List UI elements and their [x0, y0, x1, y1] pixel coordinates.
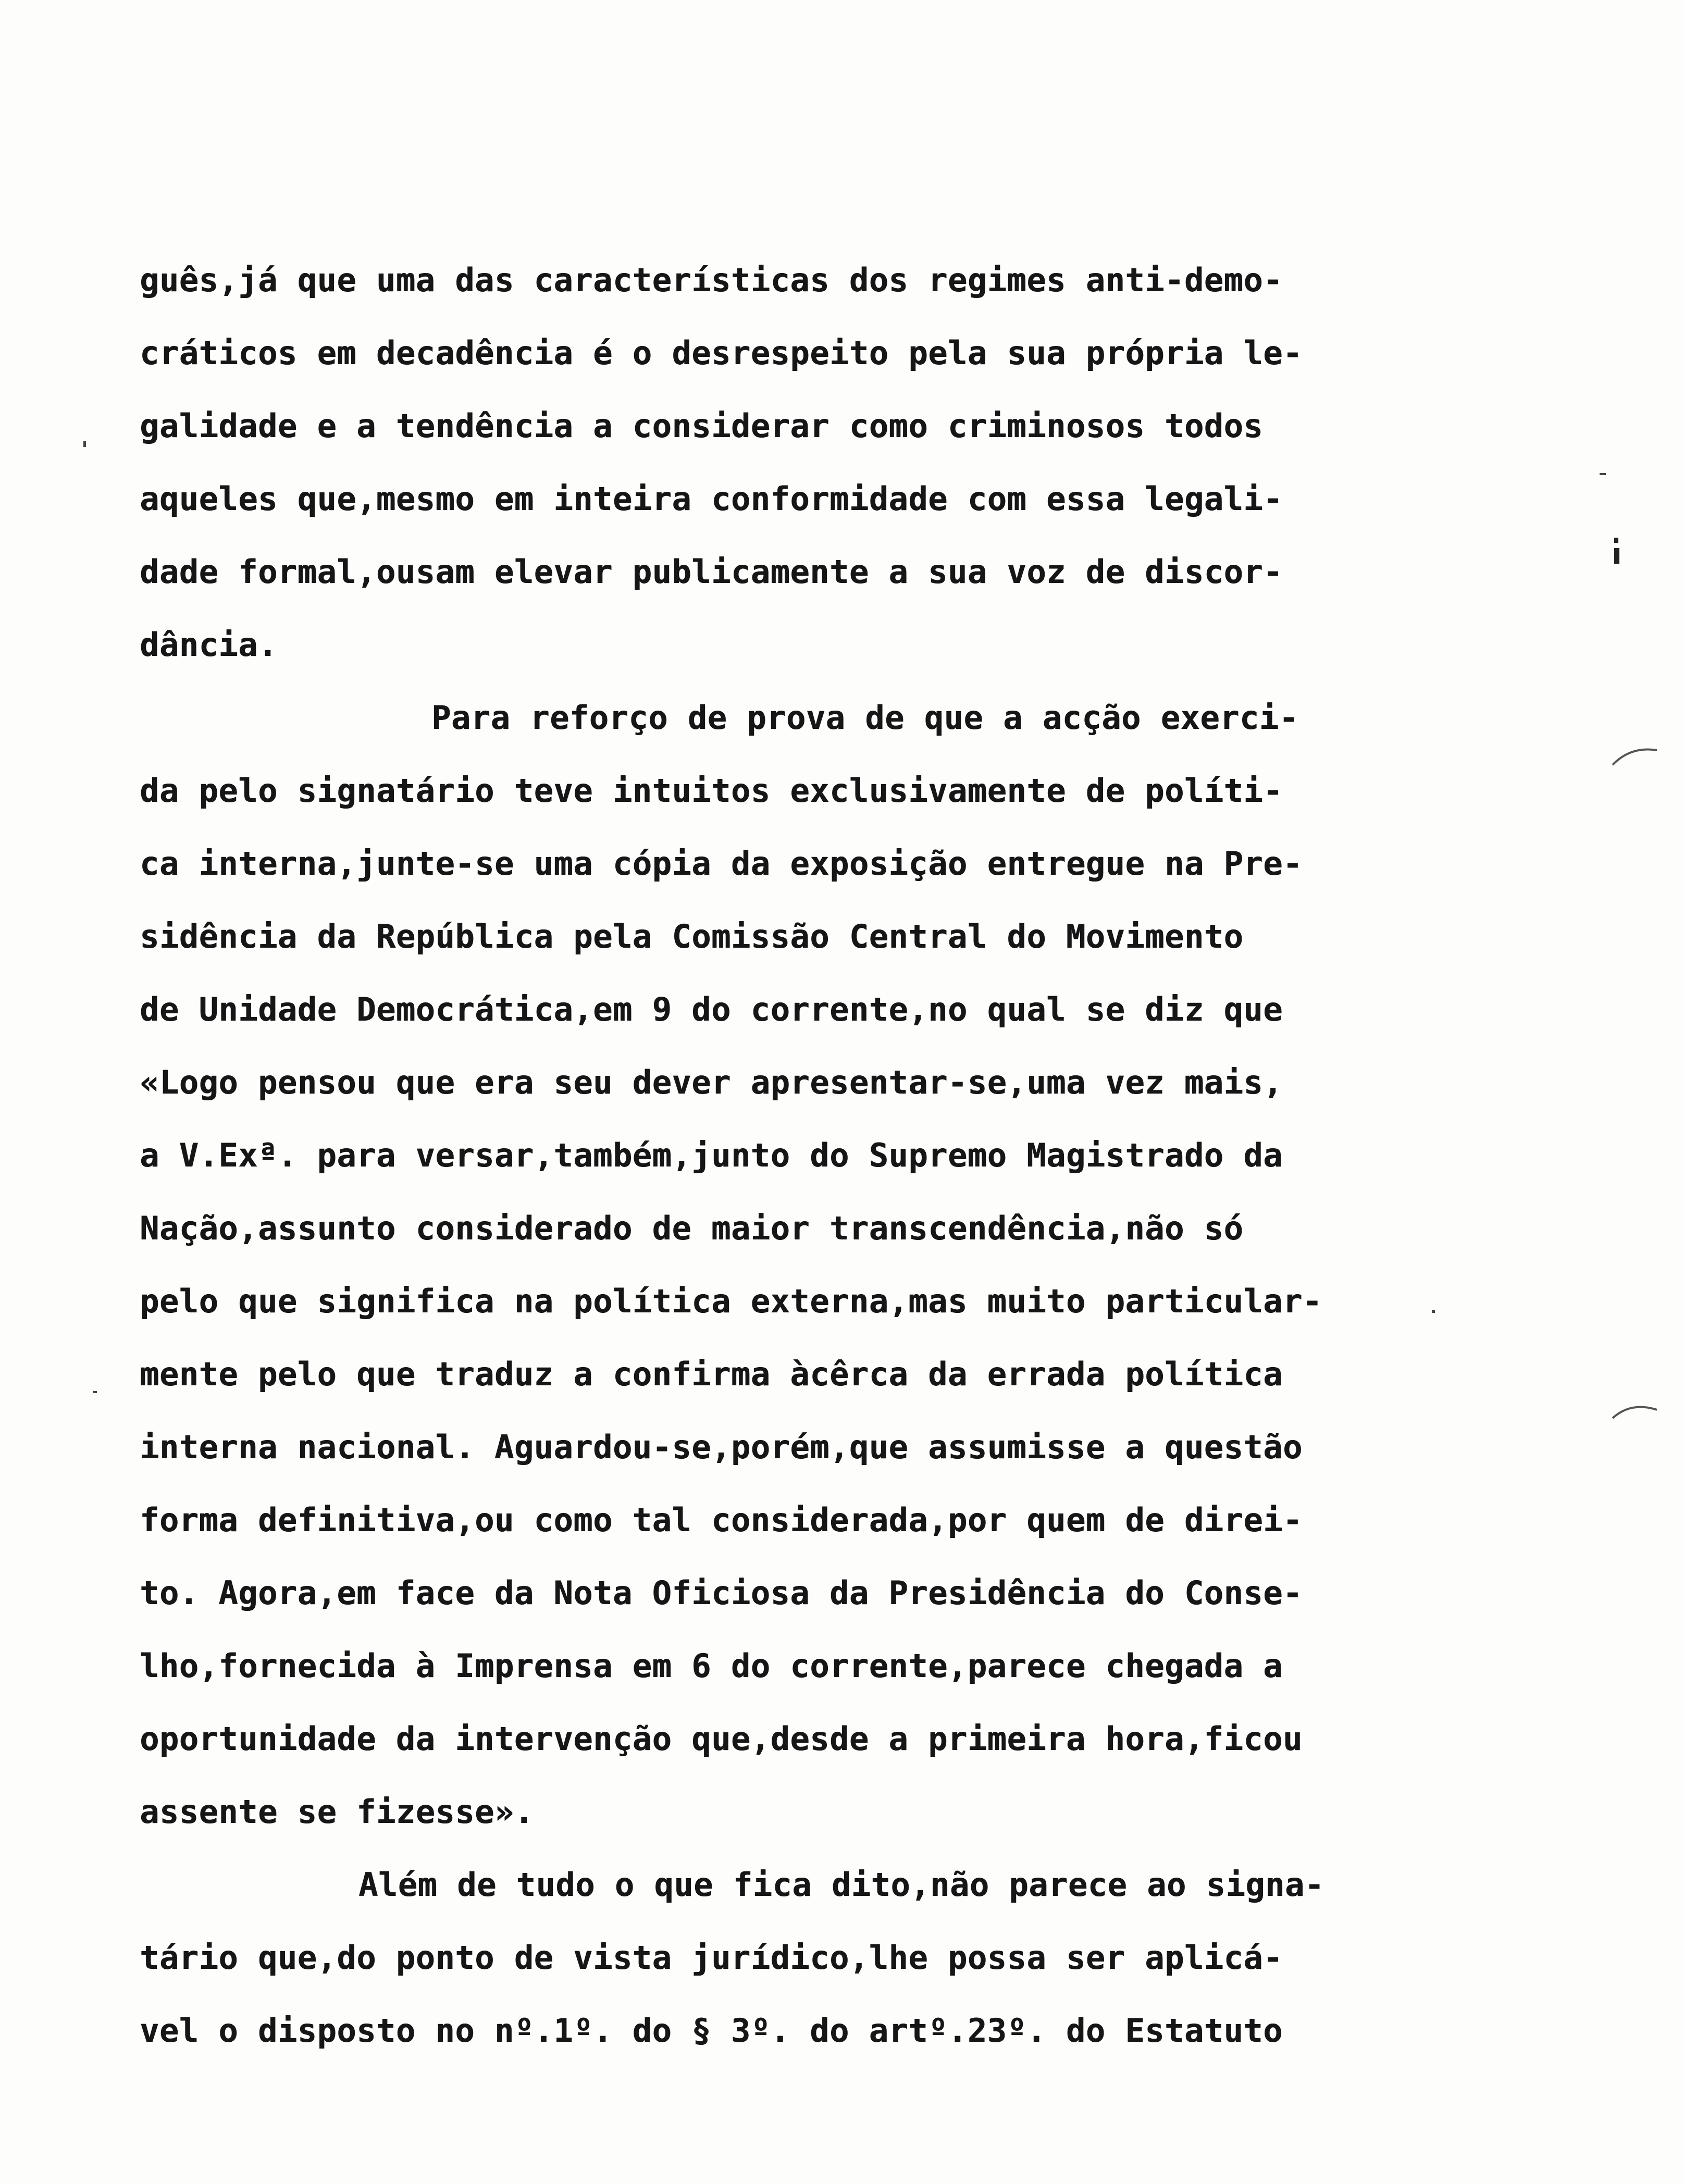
text-line: dade formal,ousam elevar publicamente a sua voz de discor- — [140, 553, 1283, 591]
text-line: a V.Exª. para versar,também,junto do Supremo Magistrado da — [140, 1136, 1283, 1174]
text-line: cráticos em decadência é o desrespeito pela sua própria le- — [140, 334, 1303, 372]
text-line: da pelo signatário teve intuitos exclusivamente de políti- — [140, 772, 1283, 810]
text-line: tário que,do ponto de vista jurídico,lhe possa ser aplicá- — [140, 1939, 1283, 1977]
text-line: galidade e a tendência a considerar como criminosos todos — [140, 407, 1264, 445]
text-line: ca interna,junte-se uma cópia da exposição entregue na Pre- — [140, 845, 1303, 883]
text-line: forma definitiva,ou como tal considerada,por quem de direi- — [140, 1501, 1303, 1539]
text-line: de Unidade Democrática,em 9 do corrente,no qual se diz que — [140, 990, 1283, 1028]
text-line: dância. — [140, 626, 278, 664]
speck-mark — [83, 441, 1606, 1393]
text-line: interna nacional. Aguardou-se,porém,que assumisse a questão — [140, 1428, 1303, 1466]
text-line: oportunidade da intervenção que,desde a primeira hora,ficou — [140, 1720, 1303, 1758]
text-line: «Logo pensou que era seu dever apresentar-se,uma vez mais, — [140, 1063, 1283, 1101]
text-line: Nação,assunto considerado de maior transcendência,não só — [140, 1209, 1244, 1247]
text-line: guês,já que uma das características dos regimes anti-demo- — [140, 261, 1283, 299]
text-line: lho,fornecida à Imprensa em 6 do corrente,parece chegada a — [140, 1647, 1283, 1685]
text-line: assente se fizesse». — [140, 1793, 534, 1831]
text-line: sidência da República pela Comissão Central do Movimento — [140, 917, 1244, 955]
paragraph-start-line: Além de tudo o que fica dito,não parece ao signa- — [358, 1866, 1324, 1904]
margin-dot-mark — [1614, 538, 1619, 564]
text-line: vel o disposto no nº.1º. do § 3º. do artº.23º. do Estatuto — [140, 2012, 1283, 2050]
text-line: pelo que significa na política externa,mas muito particular- — [140, 1282, 1322, 1320]
binding-hole-mark-lower — [1613, 1407, 1657, 1418]
text-line: aqueles que,mesmo em inteira conformidade com essa legali- — [140, 480, 1283, 518]
text-line: to. Agora,em face da Nota Oficiosa da Presidência do Conse- — [140, 1574, 1303, 1612]
text-line: mente pelo que traduz a confirma àcêrca da errada política — [140, 1355, 1283, 1393]
binding-hole-mark-upper — [1613, 750, 1657, 765]
paragraph-start-line: Para reforço de prova de que a acção exerci- — [431, 699, 1299, 737]
